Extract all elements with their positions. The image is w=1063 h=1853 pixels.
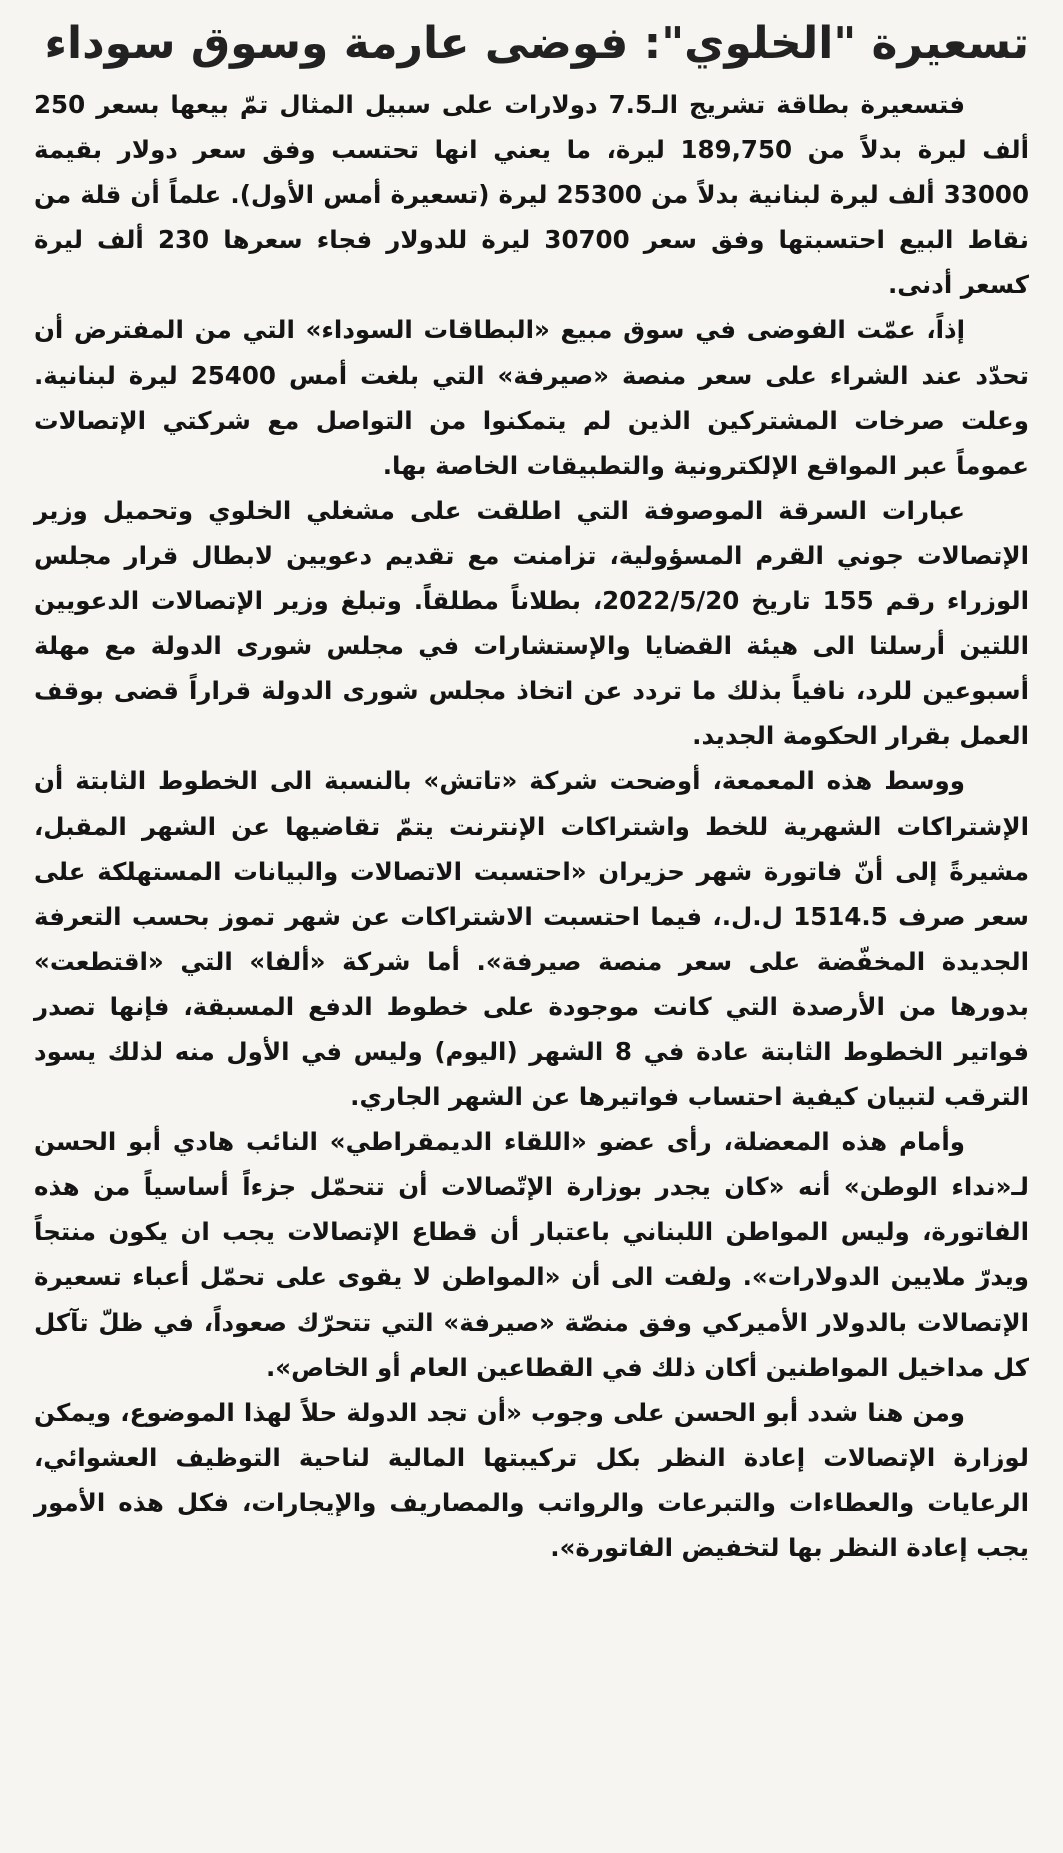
article-paragraph-1: فتسعيرة بطاقة تشريج الـ7.5 دولارات على سبيل المثال تمّ بيعها بسعر 250 ألف ليرة بدلاً من 189,750 ليرة، ما يعني انها تحتسب وفق سعر دولار بقيمة 33000 ألف ليرة لبنانية بدلاً من 25300 ليرة (تسعيرة أمس الأول). علماً أن قلة من نقاط البيع احتسبتها وفق سعر 30700 ليرة للدولار فجاء سعرها 230 ألف ليرة كسعر أدنى.: [34, 90, 1030, 300]
article-paragraph-4: ووسط هذه المعمعة، أوضحت شركة «تاتش» بالنسبة الى الخطوط الثابتة أن الإشتراكات الشهرية للخط واشتراكات الإنترنت يتمّ تقاضيها عن الشهر المقبل، مشيرةً إلى أنّ فاتورة شهر حزيران «احتسبت الاتصالات والبيانات المستهلكة على سعر صرف 1514.5 ل.ل.، فيما احتسبت الاشتراكات عن شهر تموز بحسب التعرفة الجديدة المخفّضة على سعر منصة صيرفة». أما شركة «ألفا» التي «اقتطعت» بدورها من الأرصدة التي كانت موجودة على خطوط الدفع المسبقة، فإنها تصدر فواتير الخطوط الثابتة عادة في 8 الشهر (اليوم) وليس في الأول منه لذلك يسود الترقب لتبيان كيفية احتساب فواتيرها عن الشهر الجاري.: [34, 766, 1029, 1112]
article-paragraph-2: إذاً، عمّت الفوضى في سوق مبيع «البطاقات السوداء» التي من المفترض أن تحدّد عند الشراء على سعر منصة «صيرفة» التي بلغت أمس 25400 ليرة لبنانية. وعلت صرخات المشتركين الذين لم يتمكنوا من التواصل مع شركتي الإتصالات عموماً عبر المواقع الإلكترونية والتطبيقات الخاصة بها.: [34, 315, 1029, 480]
article-body: [34, 82, 1029, 1570]
article-headline: تسعيرة "الخلوي": فوضى عارمة وسوق سوداء: [44, 18, 1029, 69]
article-paragraph-5: وأمام هذه المعضلة، رأى عضو «اللقاء الديمقراطي» النائب هادي أبو الحسن لـ«نداء الوطن» أنه «كان يجدر بوزارة الإتّصالات أن تتحمّل جزءاً أساسياً من هذه الفاتورة، وليس المواطن اللبناني باعتبار أن قطاع الإتصالات يجب ان يكون منتجاً ويدرّ ملايين الدولارات». ولفت الى أن «المواطن لا يقوى على تحمّل أعباء تسعيرة الإتصالات بالدولار الأميركي وفق منصّة «صيرفة» التي تتحرّك صعوداً، في ظلّ تآكل كل مداخيل المواطنين أكان ذلك في القطاعين العام أو الخاص».: [34, 1127, 1029, 1382]
article-paragraph-6: ومن هنا شدد أبو الحسن على وجوب «أن تجد الدولة حلاً لهذا الموضوع، ويمكن لوزارة الإتصالات إعادة النظر بكل تركيبتها المالية لناحية التوظيف العشوائي، الرعايات والعطاءات والتبرعات والرواتب والمصاريف والإيجارات، فكل هذه الأمور يجب إعادة النظر بها لتخفيض الفاتورة».: [34, 1397, 1029, 1562]
article-paragraph-3: عبارات السرقة الموصوفة التي اطلقت على مشغلي الخلوي وتحميل وزير الإتصالات جوني القرم المسؤولية، تزامنت مع تقديم دعويين لابطال قرار مجلس الوزراء رقم 155 تاريخ 2022/5/20، بطلاناً مطلقاً. وتبلغ وزير الإتصالات الدعويين اللتين أرسلتا الى هيئة القضايا والإستشارات في مجلس شورى الدولة مع مهلة أسبوعين للرد، نافياً بذلك ما تردد عن اتخاذ مجلس شورى الدولة قراراً قضى بوقف العمل بقرار الحكومة الجديد.: [34, 495, 1029, 751]
